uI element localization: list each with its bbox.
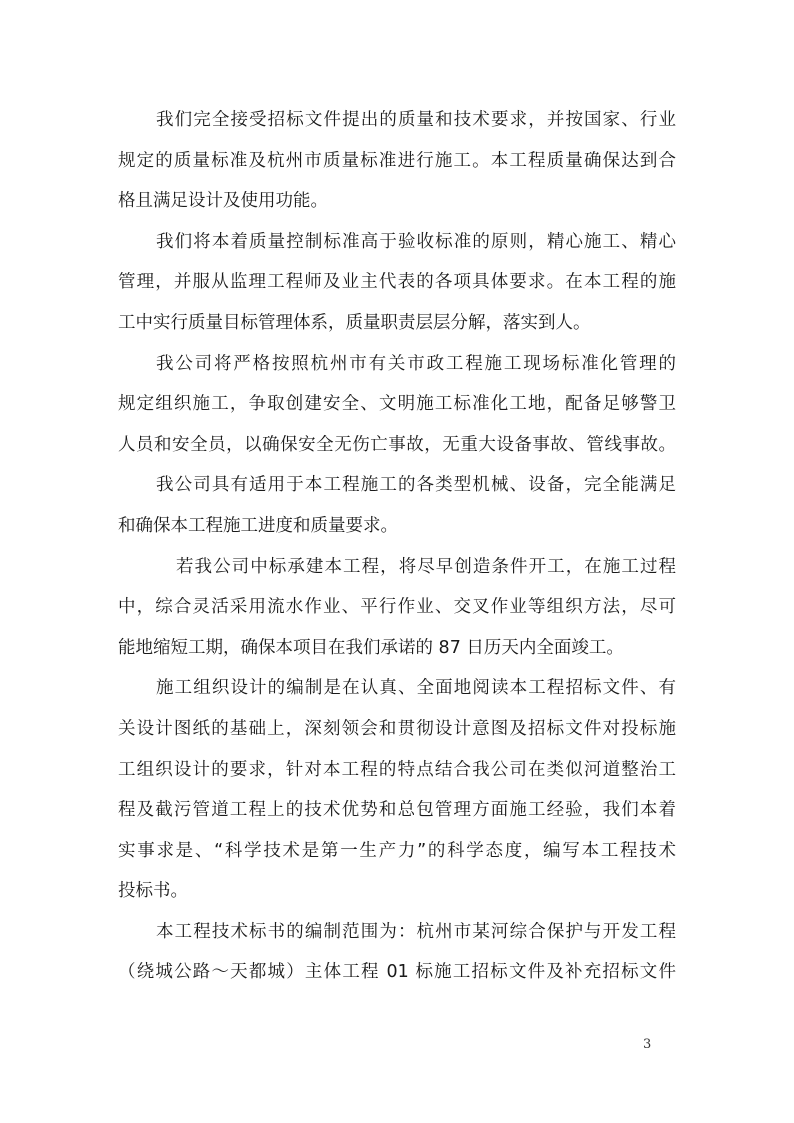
text-line: 程及截污管道工程上的技术优势和总包管理方面施工经验，我们本着 bbox=[118, 800, 676, 821]
text-line: 管理，并服从监理工程师及业主代表的各项具体要求。在本工程的施 bbox=[118, 272, 676, 293]
text-line: 工组织设计的要求，针对本工程的特点结合我公司在类似河道整治工 bbox=[118, 759, 676, 780]
text-line: 格且满足设计及使用功能。 bbox=[118, 191, 328, 212]
text-line: 我们将本着质量控制标准高于验收标准的原则，精心施工、精心 bbox=[156, 231, 676, 252]
text-line: 本工程技术标书的编制范围为：杭州市某河综合保护与开发工程 bbox=[156, 921, 676, 942]
page-number: 3 bbox=[643, 1037, 652, 1052]
text-line: 规定组织施工，争取创建安全、文明施工标准化工地，配备足够警卫 bbox=[118, 394, 676, 415]
body-text bbox=[118, 100, 676, 993]
text-line: 能地缩短工期，确保本项目在我们承诺的 87 日历天内全面竣工。 bbox=[118, 637, 624, 658]
text-line: 中，综合灵活采用流水作业、平行作业、交叉作业等组织方法，尽可 bbox=[118, 597, 676, 618]
text-line: 人员和安全员，以确保安全无伤亡事故，无重大设备事故、管线事故。 bbox=[118, 434, 676, 455]
text-line: 我公司具有适用于本工程施工的各类型机械、设备，完全能满足 bbox=[156, 475, 676, 496]
text-line: 我公司将严格按照杭州市有关市政工程施工现场标准化管理的 bbox=[156, 353, 676, 374]
text-line: 工中实行质量目标管理体系，质量职责层层分解，落实到人。 bbox=[118, 312, 591, 333]
text-line: 规定的质量标准及杭州市质量标准进行施工。本工程质量确保达到合 bbox=[118, 150, 676, 171]
text-line: 关设计图纸的基础上，深刻领会和贯彻设计意图及招标文件对投标施 bbox=[118, 718, 676, 739]
text-line: 投标书。 bbox=[118, 881, 188, 902]
text-line: 实事求是、“科学技术是第一生产力”的科学态度，编写本工程技术 bbox=[118, 840, 676, 861]
text-line: （绕城公路～天都城）主体工程 01 标施工招标文件及补充招标文件 bbox=[118, 962, 676, 983]
text-line: 我们完全接受招标文件提出的质量和技术要求，并按国家、行业 bbox=[156, 110, 676, 130]
text-line: 若我公司中标承建本工程，将尽早创造条件开工，在施工过程 bbox=[176, 556, 676, 577]
text-line: 和确保本工程施工进度和质量要求。 bbox=[118, 515, 398, 536]
text-line: 施工组织设计的编制是在认真、全面地阅读本工程招标文件、有 bbox=[156, 678, 676, 699]
